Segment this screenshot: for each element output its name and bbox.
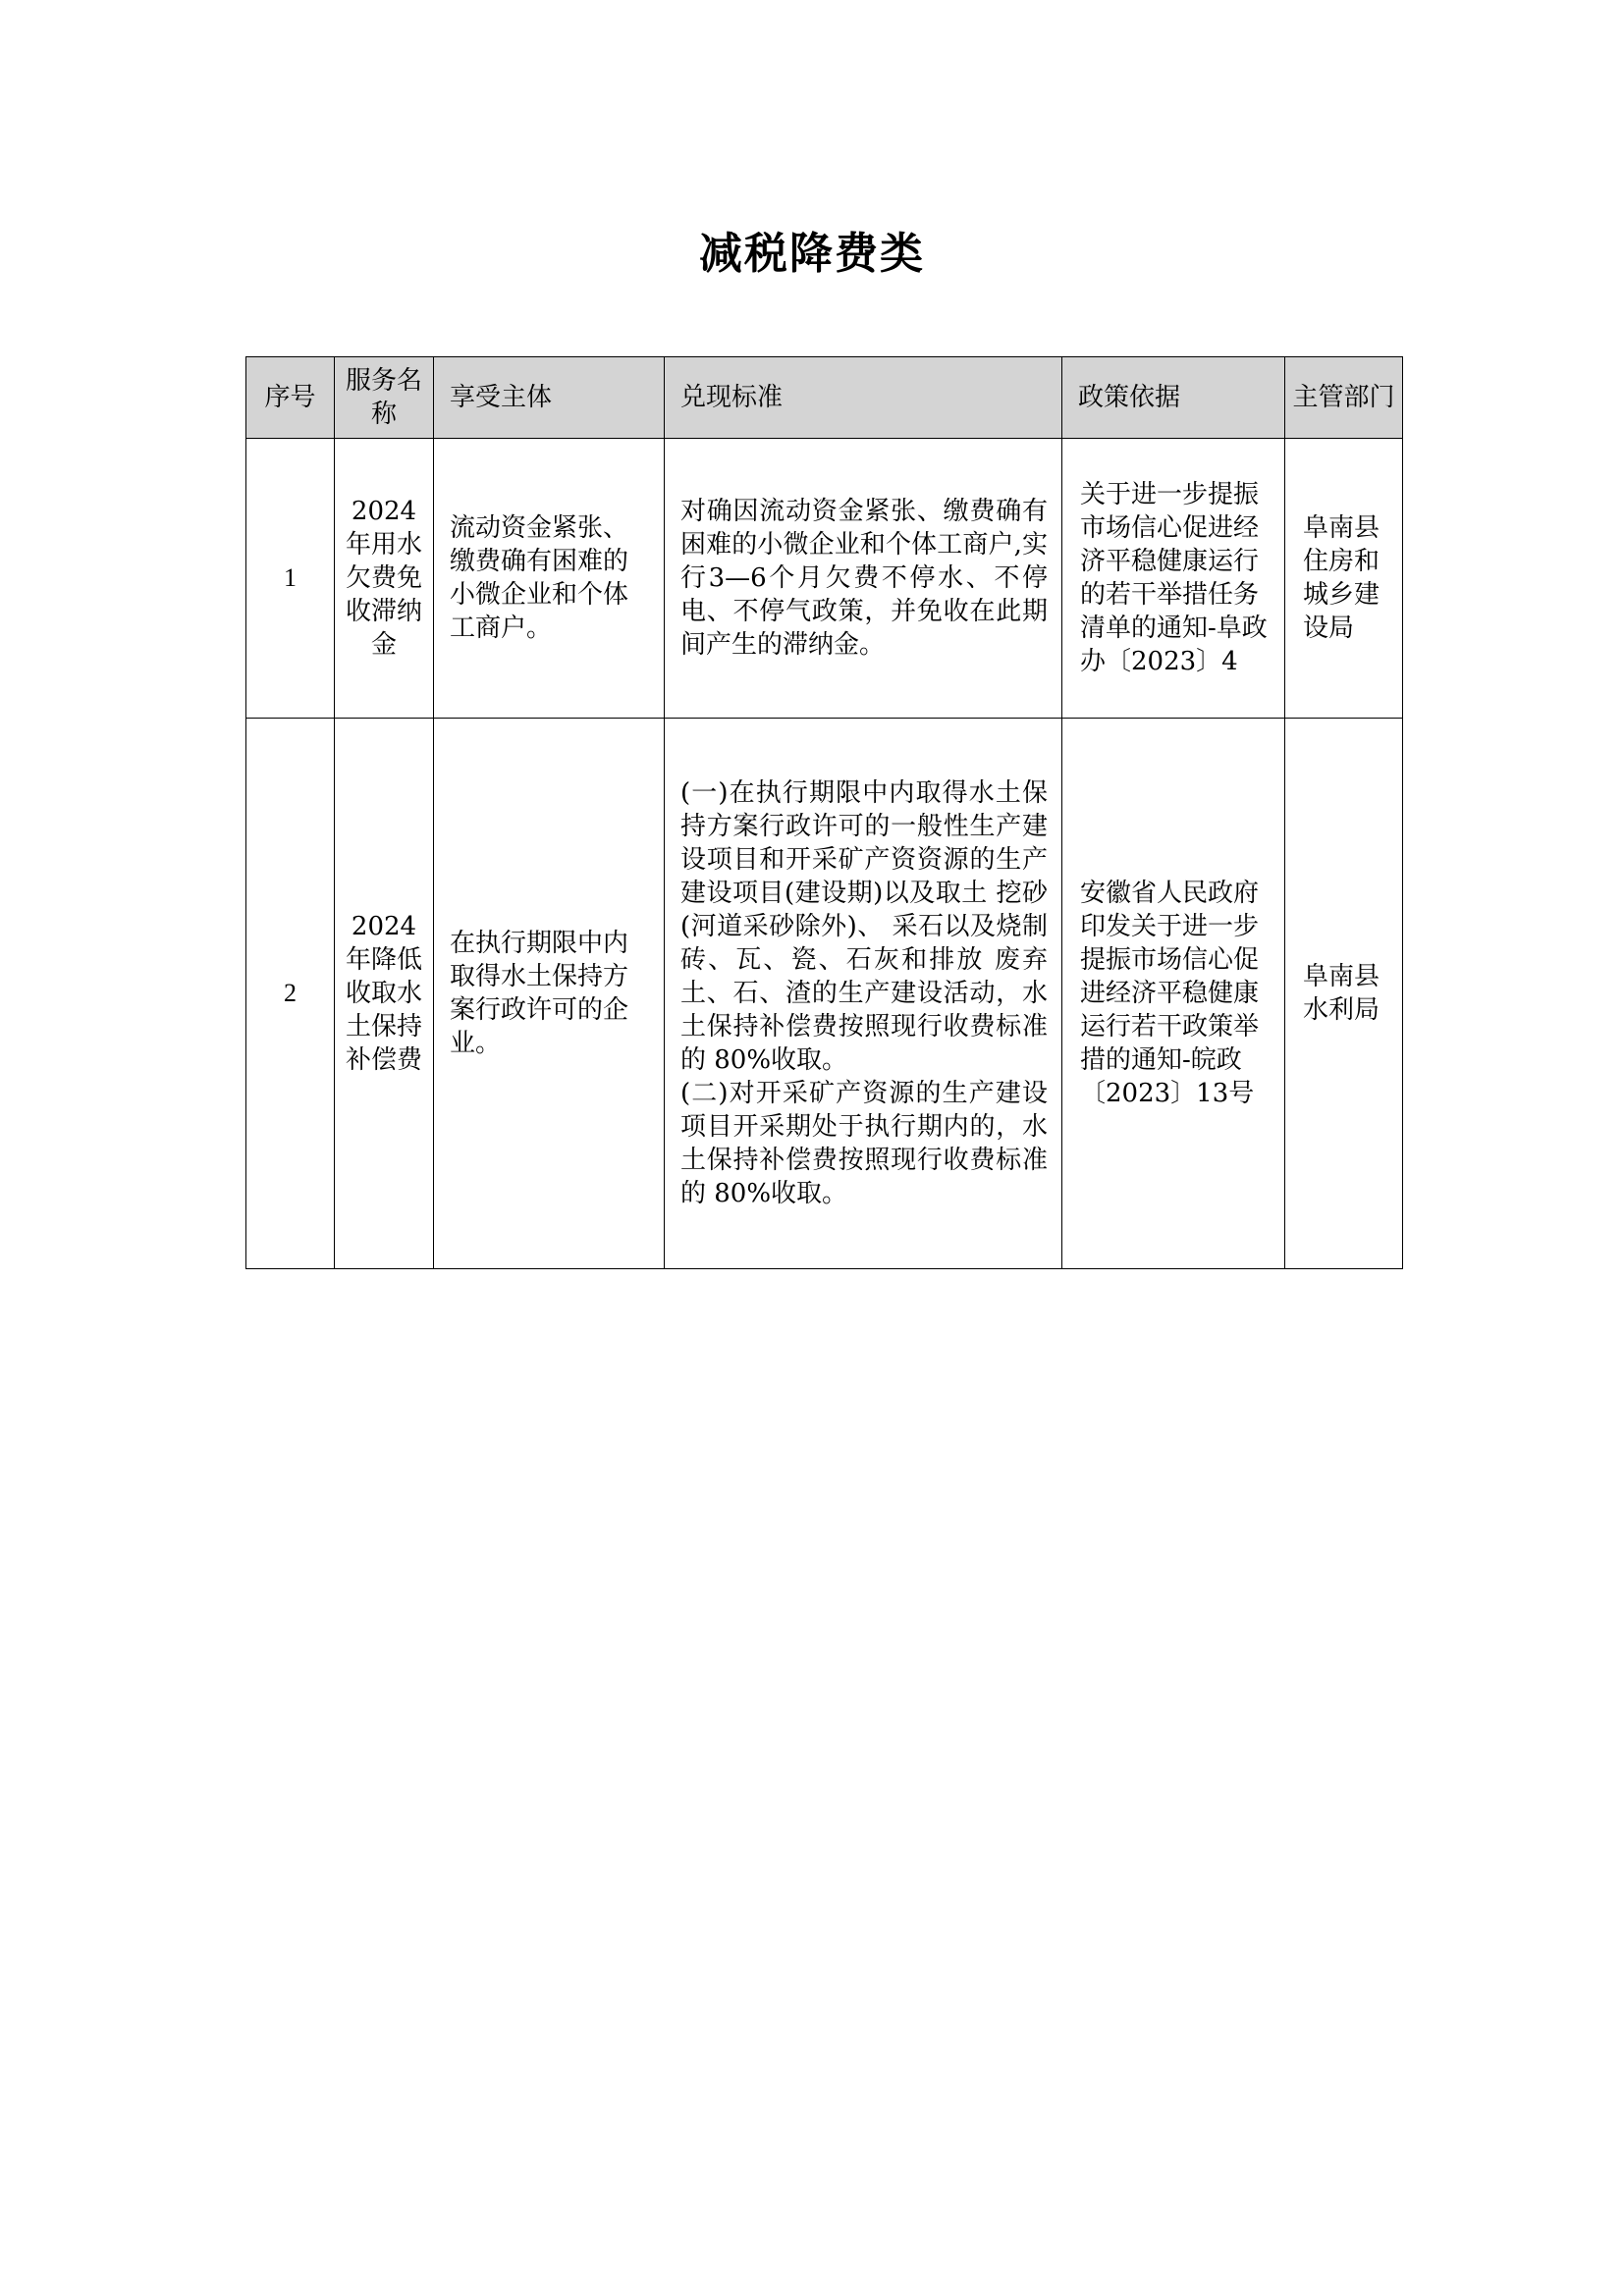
row-policy-basis: 安徽省人民政府印发关于进一步提振市场信心促进经济平稳健康运行若干政策举措的通知-皖政〔2023〕13号 [1062,719,1285,1269]
table-row [246,719,1403,1269]
header-department: 主管部门 [1285,357,1403,439]
standard-paragraph: (一)在执行期限中内取得水土保持方案行政许可的一般性生产建设项目和开采矿产资资源的生产建设项目(建设期)以及取土 挖砂(河道采砂除外)、 采石以及烧制砖、瓦、瓷、石灰和排放 废弃土、石、渣的生产建设活动，水土保持补偿费按照现行收费标准的 80%收取。 [680,778,1048,1075]
row-service-name: 2024年降低收取水土保持补偿费 [335,719,434,1269]
row-seq: 2 [246,719,335,1269]
policy-table [245,356,1403,1269]
row-subject: 在执行期限中内取得水土保持方案行政许可的企业。 [434,719,665,1269]
row-subject: 流动资金紧张、缴费确有困难的小微企业和个体工商户。 [434,439,665,719]
standard-paragraph: (二)对开采矿产资源的生产建设项目开采期处于执行期内的，水土保持补偿费按照现行收费标准的 80%收取。 [680,1079,1048,1208]
row-seq: 1 [246,439,335,719]
standard-paragraph: 对确因流动资金紧张、缴费确有困难的小微企业和个体工商户,实行3—6个月欠费不停水、不停电、不停气政策，并免收在此期间产生的滞纳金。 [680,497,1048,660]
header-subject: 享受主体 [434,357,665,439]
table-row [246,439,1403,719]
row-department: 阜南县住房和城乡建设局 [1285,439,1403,719]
header-policy-basis: 政策依据 [1062,357,1285,439]
row-standard [665,439,1062,719]
table-header-row [246,357,1403,439]
page-title: 减税降费类 [699,229,925,279]
row-service-name: 2024年用水欠费免收滞纳金 [335,439,434,719]
row-department: 阜南县水利局 [1285,719,1403,1269]
header-seq: 序号 [246,357,335,439]
row-policy-basis: 关于进一步提振市场信心促进经济平稳健康运行的若干举措任务清单的通知-阜政办〔2023〕4 [1062,439,1285,719]
row-standard [665,719,1062,1269]
header-service-name: 服务名称 [335,357,434,439]
header-standard: 兑现标准 [665,357,1062,439]
